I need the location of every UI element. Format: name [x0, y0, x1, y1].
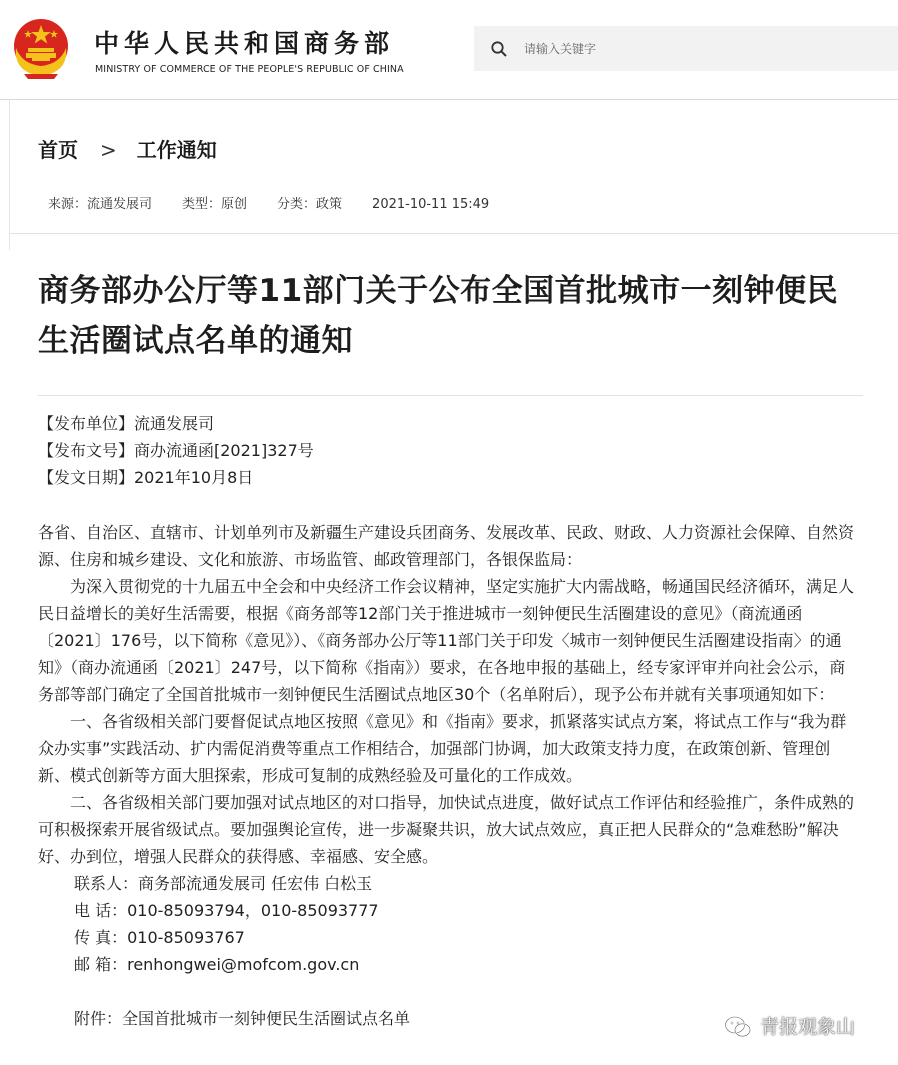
body-paragraph: 二、各省级相关部门要加强对试点地区的对口指导，加快试点进度，做好试点工作评估和经验推广，条件成熟的可积极探索开展省级试点。要加强舆论宣传，进一步凝聚共识，放大试点效应，真正把人民群众的“急难愁盼”解决好、办到位，增强人民群众的获得感、幸福感、安全感。 [38, 793, 855, 866]
attachment-link[interactable]: 附件：全国首批城市一刻钟便民生活圈试点名单 [74, 1009, 411, 1028]
watermark-text: 青报观象山 [760, 1016, 856, 1038]
left-divider [0, 100, 10, 250]
body-paragraph: 为深入贯彻党的十九届五中全会和中央经济工作会议精神，坚定实施扩大内需战略，畅通国民经济循环，满足人民日益增长的美好生活需要，根据《商务部等12部门关于推进城市一刻钟便民生活圈建设的意见》（商流通函〔2021〕176号，以下简称《意见》）、《商务部办公厅等11部门关于印发〈城市一刻钟便民生活圈建设指南〉的通知》（商办流通函〔2021〕247号，以下简称《指南》）要求，在各地申报的基础上，经专家评审并向社会公示，商务部等部门确定了全国首批城市一刻钟便民生活圈试点地区30个（名单附后），现予公布并就有关事项通知如下： [38, 577, 855, 704]
search-box[interactable] [474, 26, 898, 71]
body-paragraph: 一、各省级相关部门要督促试点地区按照《意见》和《指南》要求，抓紧落实试点方案，将试点工作与“我为群众办实事”实践活动、扩内需促消费等重点工作相结合，加强部门协调，加大政策支持力度，在政策创新、管理创新、模式创新等方面大胆探索，形成可复制的成熟经验及可量化的工作成效。 [38, 712, 847, 785]
article-title: 商务部办公厅等11部门关于公布全国首批城市一刻钟便民生活圈试点名单的通知 [38, 273, 839, 359]
wechat-icon [724, 1014, 752, 1040]
meta-type: 类型：原创 [182, 197, 248, 212]
meta-category: 分类：政策 [277, 197, 343, 212]
breadcrumb-current-link[interactable]: 工作通知 [136, 138, 217, 162]
document-info [38, 410, 314, 491]
contact-phone: 电 话：010-85093794，010-85093777 [74, 901, 379, 920]
divider [38, 395, 863, 396]
salutation-paragraph: 各省、自治区、直辖市、计划单列市及新疆生产建设兵团商务、发展改革、民政、财政、人力资源社会保障、自然资源、住房和城乡建设、文化和旅游、市场监管、邮政管理部门，各银保监局： [38, 523, 855, 569]
search-input[interactable] [524, 36, 884, 62]
article-meta [48, 193, 519, 212]
search-icon[interactable] [490, 40, 508, 58]
site-header [0, 0, 898, 100]
contact-email[interactable]: 邮 箱：renhongwei@mofcom.gov.cn [74, 955, 360, 974]
meta-source: 来源：流通发展司 [48, 197, 153, 212]
meta-datetime: 2021-10-11 15:49 [372, 197, 490, 212]
issue-date-line: 【发文日期】2021年10月8日 [38, 468, 254, 487]
breadcrumb [38, 134, 217, 163]
doc-number-line: 【发布文号】商办流通函[2021]327号 [38, 441, 314, 460]
issuer-line: 【发布单位】流通发展司 [38, 414, 215, 433]
contact-fax: 传 真：010-85093767 [74, 928, 245, 947]
national-emblem-logo[interactable] [10, 16, 72, 80]
contact-person: 联系人：商务部流通发展司 任宏伟 白松玉 [74, 874, 373, 893]
article-body [38, 519, 858, 1032]
ministry-name-en: MINISTRY OF COMMERCE OF THE PEOPLE'S REPUBLIC OF CHINA [95, 64, 404, 75]
ministry-name-cn[interactable]: 中华人民共和国商务部 [94, 29, 395, 58]
chevron-right-icon: > [100, 138, 117, 162]
divider [10, 233, 898, 234]
breadcrumb-home-link[interactable]: 首页 [38, 138, 78, 162]
